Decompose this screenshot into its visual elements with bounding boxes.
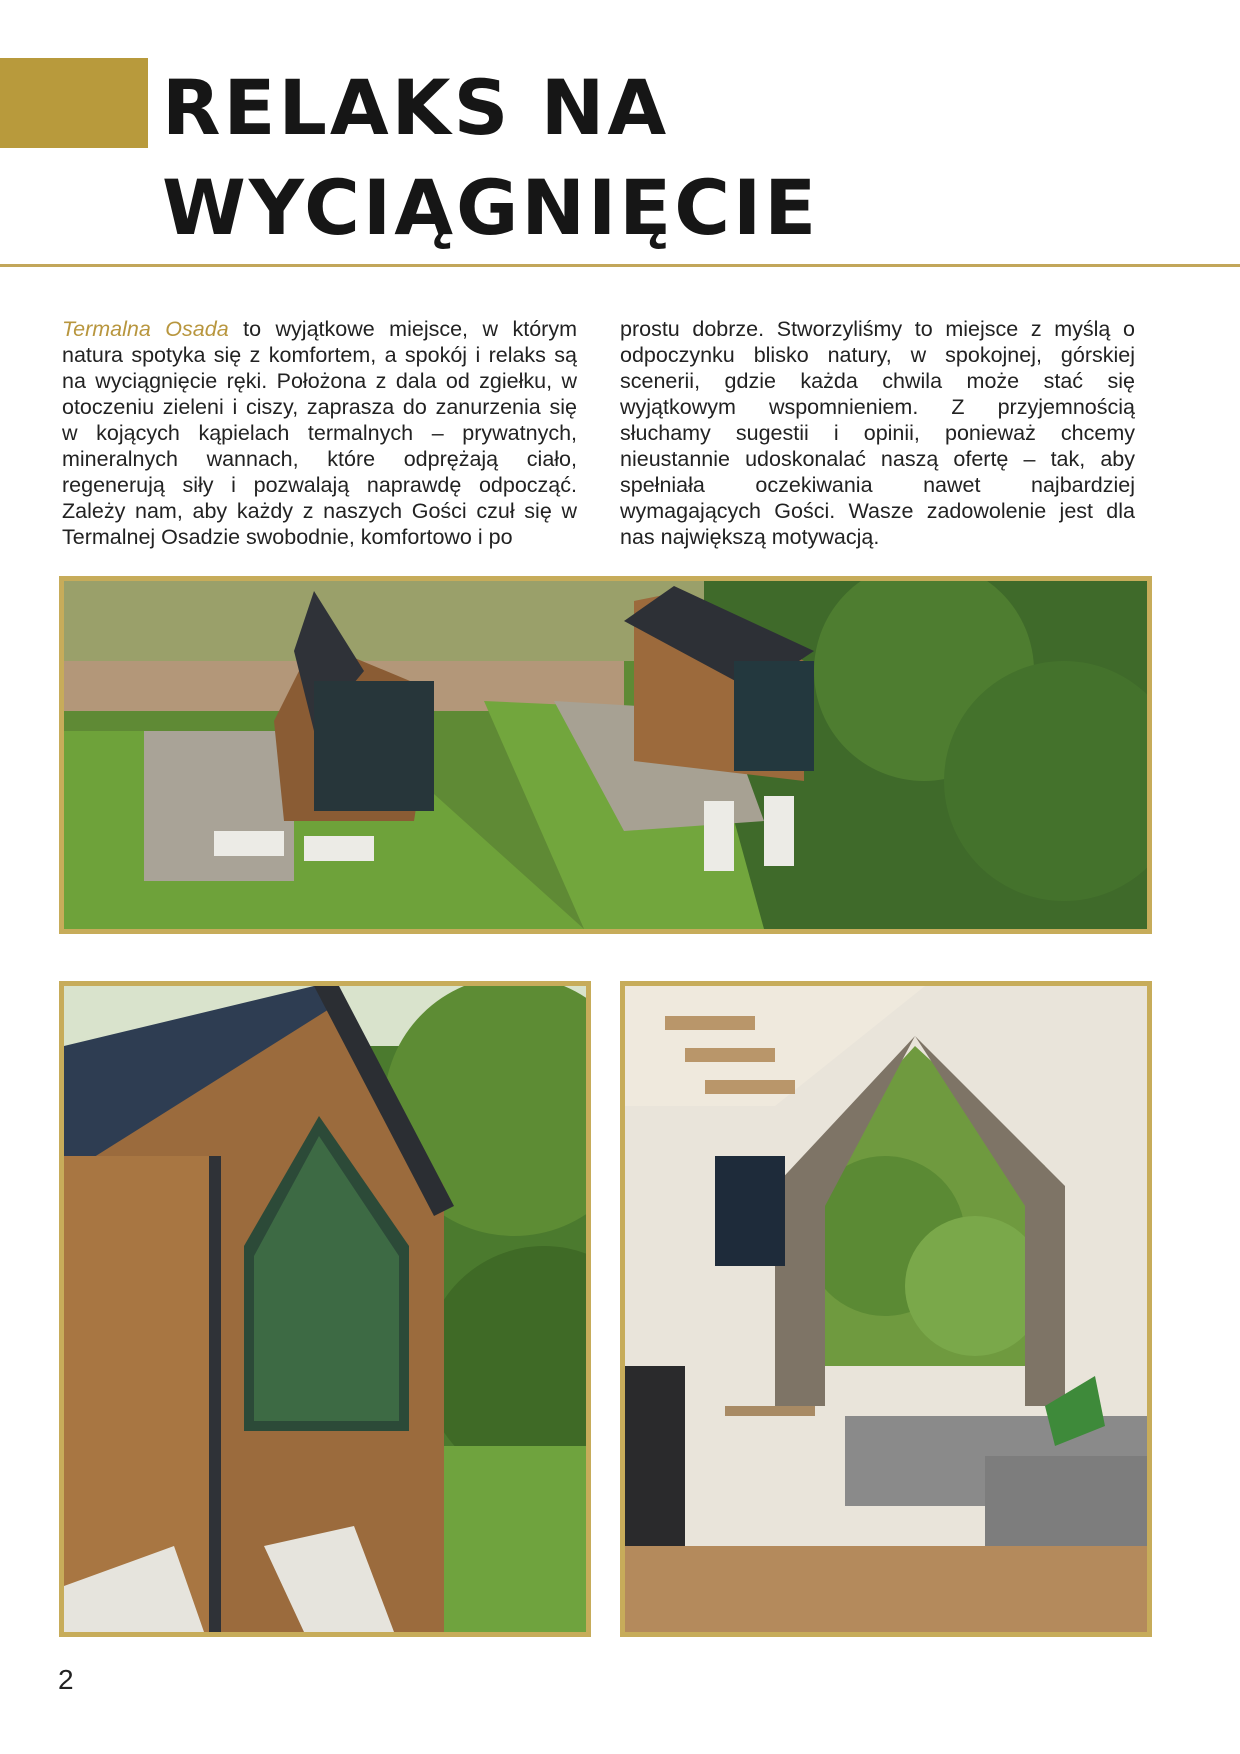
photo-cabins-aerial	[59, 576, 1152, 934]
photo-cabin-facade	[59, 981, 591, 1637]
article-column-1	[62, 316, 577, 550]
article-text-2: prostu dobrze. Stworzyliśmy to miejsce z myślą o odpoczynku blisko natury, w spokojnej, górskiej scenerii, gdzie każda chwila może stać się wyjątkowym wspomnieniem. Z przyjemnością słuchamy sugestii i opinii, ponieważ chcemy nieustannie udoskonalać naszą ofertę – tak, aby spełniała oczekiwania nawet najbardziej wymagających Gości. Wasze zadowolenie jest dla nas największą motywacją.	[620, 317, 1135, 549]
title-line-2: WYCIĄGNIĘCIE	[162, 163, 820, 252]
title-line-1: RELAKS NA	[162, 63, 670, 152]
page-number: 2	[58, 1664, 74, 1695]
header-divider	[0, 264, 1240, 267]
photo-cabin-interior	[620, 981, 1152, 1637]
page-title	[162, 58, 819, 258]
header-accent-block	[0, 58, 148, 148]
article-column-2	[620, 316, 1135, 550]
article-text-1: to wyjątkowe miejsce, w którym natura spotyka się z komfortem, a spokój i relaks są na wyciągnięcie ręki. Położona z dala od zgiełku, w otoczeniu zieleni i ciszy, zaprasza do zanurzenia się w kojących kąpielach termalnych – prywatnych, mineralnych wannach, które odprężają ciało, regenerują siły i pozwalają naprawdę odpocząć. Zależy nam, aby każdy z naszych Gości czuł się w Termalnej Osadzie swobodnie, komfortowo i po	[62, 317, 577, 549]
brand-name: Termalna Osada	[62, 317, 229, 341]
